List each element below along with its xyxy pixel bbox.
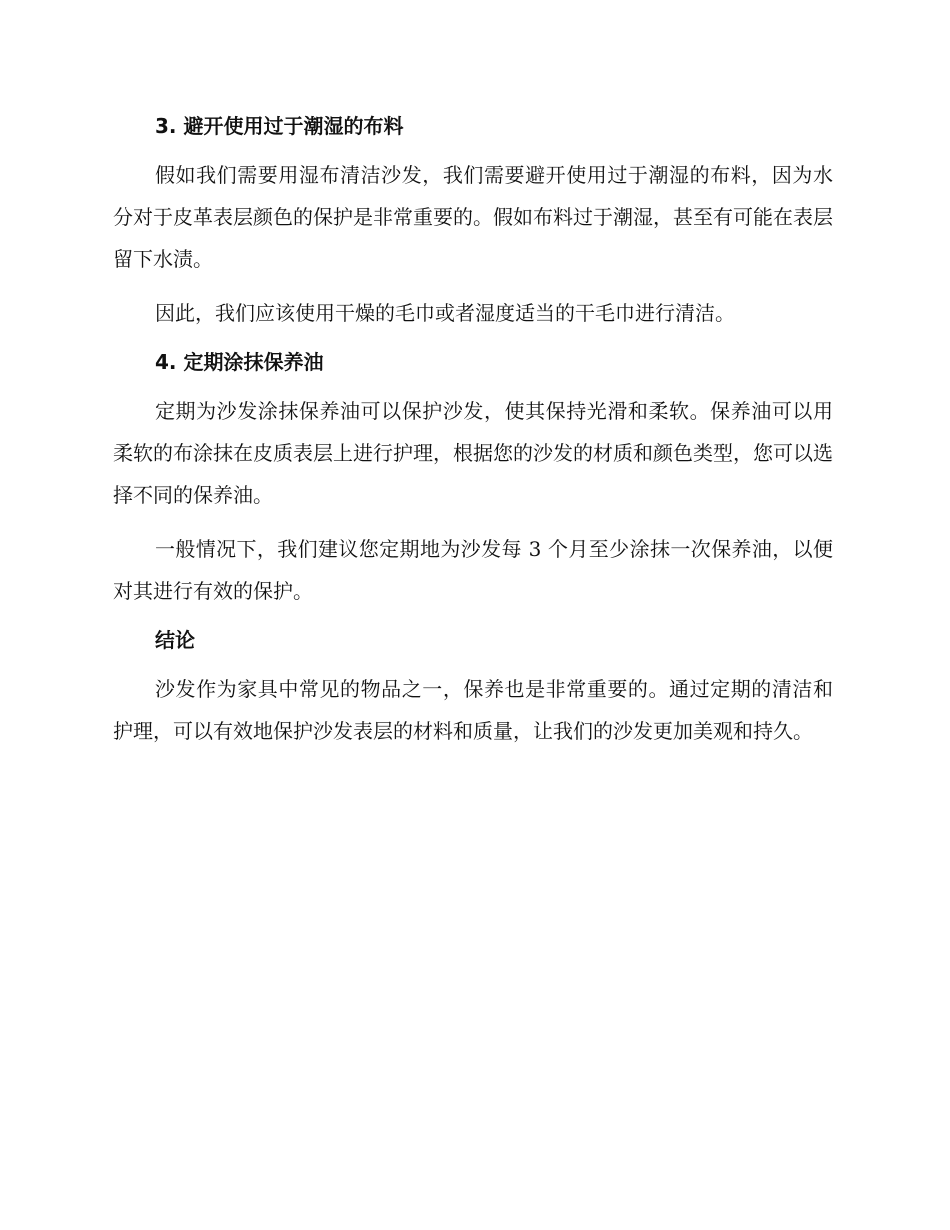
paragraph-use-dry-towel: 因此，我们应该使用干燥的毛巾或者湿度适当的干毛巾进行清洁。 [155,301,735,325]
paragraph-conclusion: 沙发作为家具中常见的物品之一，保养也是非常重要的。通过定期的清洁和护理，可以有效地保护沙发表层的材料和质量，让我们的沙发更加美观和持久。 [113,677,833,743]
paragraph-damp-cloth-warning: 假如我们需要用湿布清洁沙发，我们需要避开使用过于潮湿的布料，因为水分对于皮革表层颜色的保护是非常重要的。假如布料过于潮湿，甚至有可能在表层留下水渍。 [113,163,833,271]
paragraph-oil-benefits: 定期为沙发涂抹保养油可以保护沙发，使其保持光滑和柔软。保养油可以用柔软的布涂抹在皮质表层上进行护理，根据您的沙发的材质和颜色类型，您可以选择不同的保养油。 [113,399,833,507]
document-body [113,112,833,752]
section-heading-conclusion: 结论 [155,628,195,652]
section-heading-conditioning-oil: 4. 定期涂抹保养油 [155,350,324,374]
paragraph-oil-frequency: 一般情况下，我们建议您定期地为沙发每 3 个月至少涂抹一次保养油，以便对其进行有效的保护。 [113,537,833,603]
section-heading-avoid-damp-cloth: 3. 避开使用过于潮湿的布料 [155,114,404,138]
